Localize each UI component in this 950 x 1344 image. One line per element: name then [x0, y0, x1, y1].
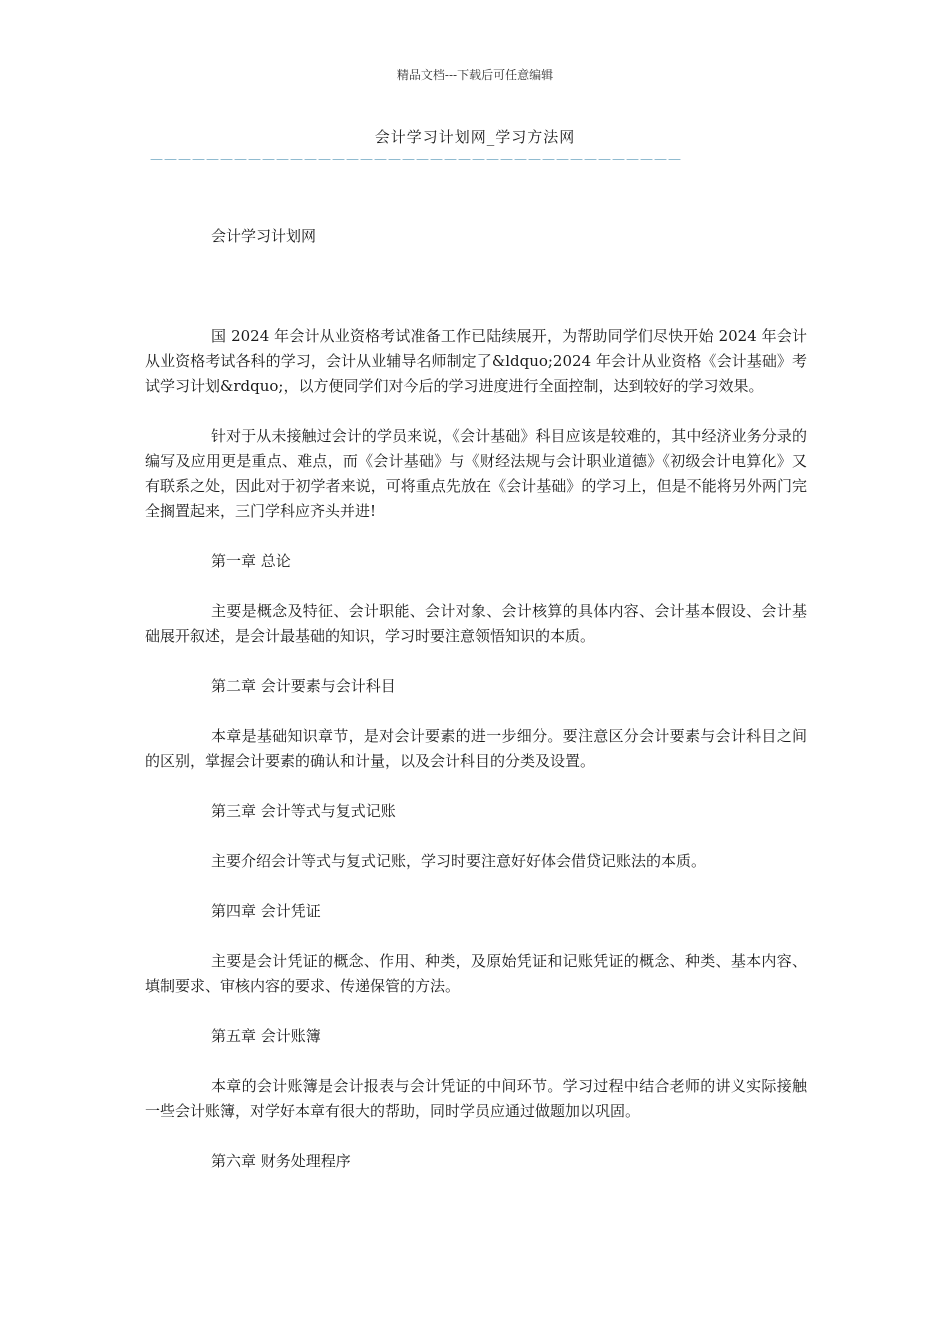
chapter-6-title: 第六章 财务处理程序: [211, 1152, 351, 1170]
chapter-3-text: 主要介绍会计等式与复式记账，学习时要注意好好体会借贷记账法的本质。: [211, 852, 707, 870]
chapter-4-title: 第四章 会计凭证: [211, 902, 321, 920]
chapter-5-title: 第五章 会计账簿: [211, 1027, 321, 1045]
chapter-1-title: 第一章 总论: [211, 552, 291, 570]
document-body: [145, 224, 807, 1174]
document-title: 会计学习计划网_学习方法网: [374, 128, 576, 146]
chapter-5-text: 本章的会计账簿是会计报表与会计凭证的中间环节。学习过程中结合老师的讲义实际接触一些会计账簿，对学好本章有很大的帮助，同时学员应通过做题加以巩固。: [145, 1077, 807, 1120]
chapter-2-title: 第二章 会计要素与会计科目: [211, 677, 396, 695]
chapter-1-text: 主要是概念及特征、会计职能、会计对象、会计核算的具体内容、会计基本假设、会计基础展开叙述，是会计最基础的知识，学习时要注意领悟知识的本质。: [145, 602, 807, 645]
intro-paragraph: 国 2024 年会计从业资格考试准备工作已陆续展开，为帮助同学们尽快开始 2024 年会计从业资格考试各科的学习，会计从业辅导名师制定了&ldquo;2024 年会计从业资格《会计基础》考试学习计划&rdquo;，以方便同学们对今后的学习进度进行全面控制，达到较好的学习效果。: [145, 327, 807, 395]
chapter-4-text: 主要是会计凭证的概念、作用、种类，及原始凭证和记账凭证的概念、种类、基本内容、填制要求、审核内容的要求、传递保管的方法。: [145, 952, 807, 995]
section-title: 会计学习计划网: [211, 227, 317, 245]
title-divider: ——————————————————————————————————————: [150, 152, 682, 167]
paragraph-2: 针对于从未接触过会计的学员来说，《会计基础》科目应该是较难的，其中经济业务分录的编写及应用更是重点、难点，而《会计基础》与《财经法规与会计职业道德》《初级会计电算化》又有联系之处，因此对于初学者来说，可将重点先放在《会计基础》的学习上，但是不能将另外两门完全搁置起来，三门学科应齐头并进!: [145, 427, 807, 520]
chapter-2-text: 本章是基础知识章节，是对会计要素的进一步细分。要注意区分会计要素与会计科目之间的区别，掌握会计要素的确认和计量，以及会计科目的分类及设置。: [145, 727, 807, 770]
chapter-3-title: 第三章 会计等式与复式记账: [211, 802, 396, 820]
header-note: 精品文档---下载后可任意编辑: [396, 68, 554, 82]
